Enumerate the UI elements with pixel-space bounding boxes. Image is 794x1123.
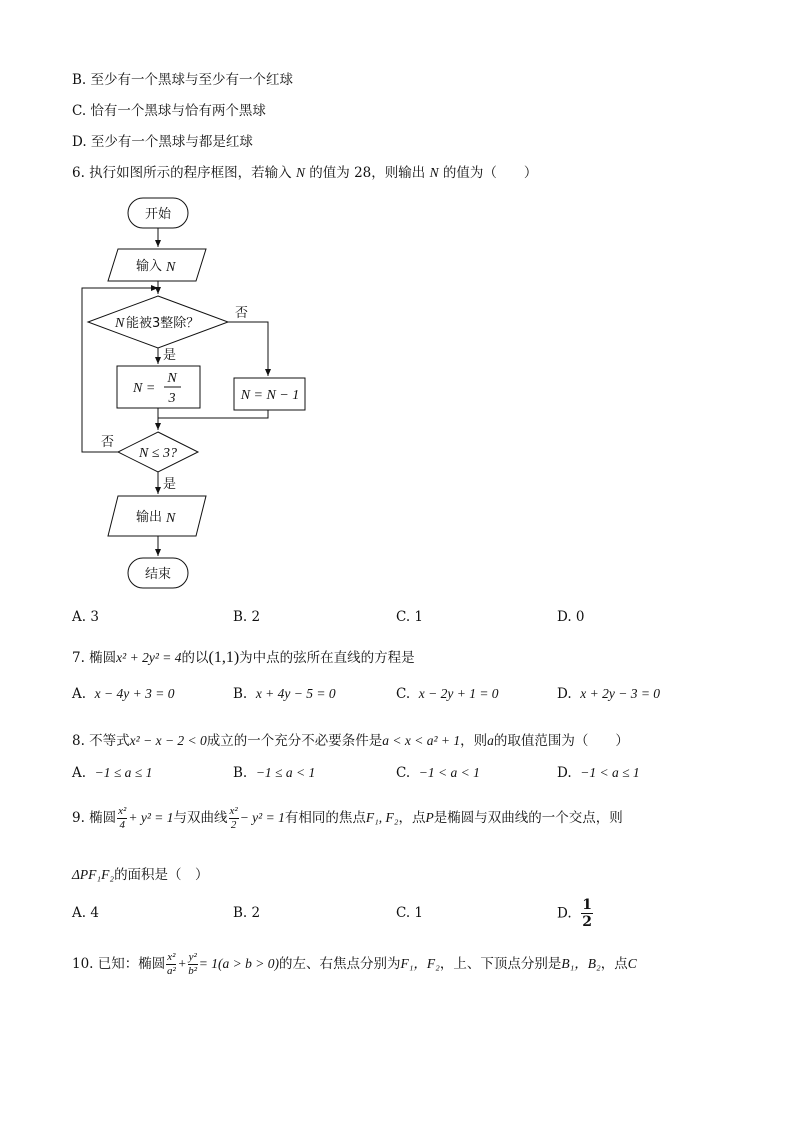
- q9-foci: F₁, F₂: [365, 810, 399, 825]
- q7-option-d: D. x + 2y − 3 = 0: [557, 686, 661, 702]
- input-label: 输入: [136, 259, 163, 274]
- q8-condition: a < x < a² + 1: [382, 733, 461, 748]
- q9-option-c: C. 1: [396, 905, 424, 921]
- q10-frac-b: $\frac{\text{y²}}{\text{b²}}$: [188, 951, 198, 977]
- q9-text-c: 有相同的焦点: [284, 810, 366, 826]
- question-7: [72, 646, 415, 667]
- question-8: [72, 729, 629, 749]
- q6-var-n: N: [295, 165, 305, 180]
- q9-option-a: A. 4: [72, 905, 99, 921]
- question-9-cont: [72, 863, 209, 883]
- q9-text-d: ，点: [398, 810, 426, 826]
- q7-text-a: 7. 椭圆: [72, 650, 117, 666]
- q6-option-c: C. 1: [396, 609, 424, 625]
- start-label: 开始: [144, 207, 172, 222]
- q8-text-d: 的取值范围为（ ）: [493, 733, 629, 749]
- q8-option-d: D. −1 < a ≤ 1: [557, 765, 640, 781]
- box-left-num: N: [167, 371, 177, 386]
- q10-point-c: C: [627, 956, 637, 971]
- decision1-label: 能被3整除？: [126, 316, 200, 331]
- q6-text-b: 的值为 28，则输出: [309, 165, 426, 181]
- yes2-label: 是: [163, 477, 177, 492]
- q9-point-p: P: [425, 810, 434, 825]
- option-b: B. 至少有一个黑球与至少有一个红球: [72, 72, 294, 88]
- q10-plus: +: [177, 956, 187, 971]
- q7-option-b: B. x + 4y − 5 = 0: [233, 686, 336, 702]
- q6-option-b: B. 2: [233, 609, 261, 625]
- q9-option-d: D. $\frac{1}{2}$: [557, 897, 592, 930]
- option-d: D. 至少有一个黑球与都是红球: [72, 134, 253, 150]
- q10-text-b: 的左、右焦点分别为: [278, 956, 401, 972]
- q7-equation: x² + 2y² = 4: [116, 650, 182, 665]
- q9-eq-1: + y² = 1: [128, 810, 174, 825]
- q10-frac-a: $\frac{\text{x²}}{\text{a²}}$: [166, 951, 176, 977]
- q7-option-c: C. x − 2y + 1 = 0: [396, 686, 499, 702]
- q8-text-c: ，则: [460, 733, 488, 749]
- output-label: 输出: [136, 510, 163, 525]
- decision1-var: N: [115, 316, 125, 331]
- q6-text-c: 的值为（ ）: [442, 165, 538, 181]
- q7-text-b: 的以: [181, 650, 209, 666]
- q9-text-e: 是椭圆与双曲线的一个交点，则: [433, 810, 623, 826]
- q6-var-n-2: N: [429, 165, 439, 180]
- no2-label: 否: [101, 435, 115, 450]
- question-10: [72, 952, 637, 977]
- q10-text-c: ，上、下顶点分别是: [439, 956, 562, 972]
- q8-text-b: 成立的一个充分不必要条件是: [206, 733, 383, 749]
- q9-frac-1: $\frac{\text{x²}}{4}$: [118, 805, 127, 831]
- q9-text-f: 的面积是（ ）: [114, 867, 209, 883]
- q6-option-a: A. 3: [72, 609, 99, 625]
- question-9: [72, 806, 623, 831]
- q8-var-a: a: [487, 733, 494, 748]
- decision2-label: N ≤ 3?: [138, 446, 178, 461]
- q9-option-d-fraction: $\frac{1}{2}$: [582, 897, 592, 930]
- box-right-label: N = N − 1: [240, 388, 300, 403]
- q7-point: (1,1): [208, 649, 240, 666]
- q8-option-c: C. −1 < a < 1: [396, 765, 480, 781]
- q6-text-a: 6. 执行如图所示的程序框图，若输入: [72, 165, 292, 181]
- q10-eq: = 1(a > b > 0): [198, 956, 279, 971]
- q10-foci: F₁，F₂: [400, 956, 440, 971]
- q10-text-d: ，点: [600, 956, 628, 972]
- q8-option-b: B. −1 ≤ a < 1: [233, 765, 316, 781]
- q7-text-c: 为中点的弦所在直线的方程是: [239, 650, 415, 666]
- q10-vertices: B₁，B₂: [561, 956, 601, 971]
- q9-triangle: ΔPF₁F₂: [72, 867, 115, 882]
- q9-frac-2: $\frac{\text{x²}}{2}$: [229, 805, 238, 831]
- q9-eq-2: − y² = 1: [239, 810, 285, 825]
- no1-label: 否: [235, 306, 249, 321]
- option-c: C. 恰有一个黑球与恰有两个黑球: [72, 103, 266, 119]
- output-var: N: [166, 511, 176, 526]
- q6-option-d: D. 0: [557, 609, 585, 625]
- box-left-lhs: N =: [133, 381, 156, 396]
- yes1-label: 是: [163, 348, 177, 363]
- q8-option-a: A. −1 ≤ a ≤ 1: [72, 765, 153, 781]
- q9-text-a: 9. 椭圆: [72, 810, 117, 826]
- q8-text-a: 8. 不等式: [72, 733, 130, 749]
- box-divide: [117, 366, 200, 408]
- q8-inequality: x² − x − 2 < 0: [129, 733, 207, 748]
- q7-option-a: A. x − 4y + 3 = 0: [72, 686, 175, 702]
- box-left-den: 3: [168, 391, 176, 406]
- q9-option-b: B. 2: [233, 905, 261, 921]
- end-label: 结束: [144, 567, 172, 582]
- q10-text-a: 10. 已知：椭圆: [72, 956, 166, 972]
- q9-text-b: 与双曲线: [173, 810, 228, 826]
- input-var: N: [166, 260, 176, 275]
